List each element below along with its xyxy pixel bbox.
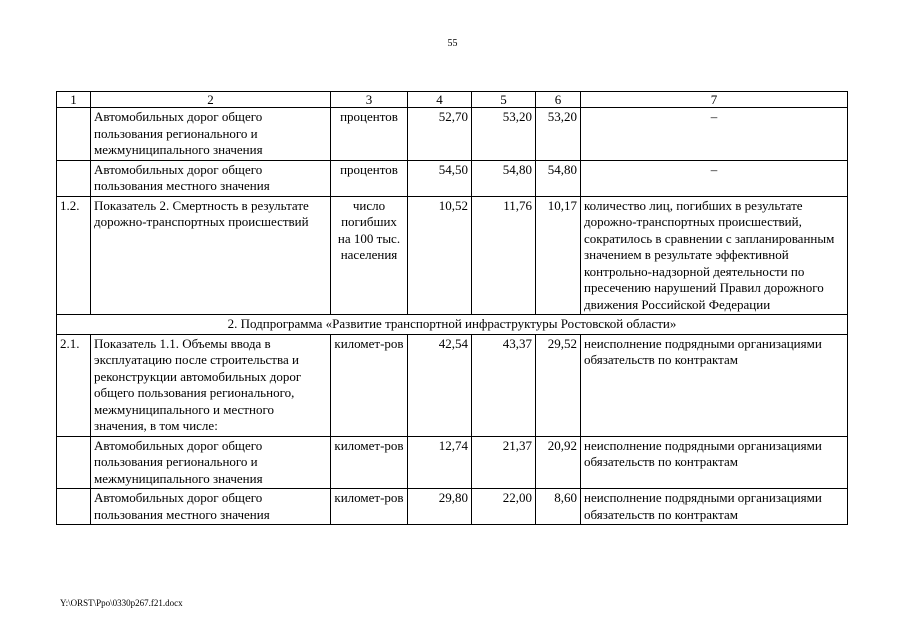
note-cell: неисполнение подрядными организациями обязательств по контрактам	[581, 489, 848, 525]
indicator-name: Автомобильных дорог общего пользования регионального и межмуниципального значения	[91, 108, 331, 161]
value-col4: 54,50	[408, 160, 472, 196]
indicator-name: Автомобильных дорог общего пользования регионального и межмуниципального значения	[91, 436, 331, 489]
value-col5: 54,80	[472, 160, 536, 196]
row-number	[57, 489, 91, 525]
indicator-name: Автомобильных дорог общего пользования местного значения	[91, 160, 331, 196]
indicator-name: Автомобильных дорог общего пользования местного значения	[91, 489, 331, 525]
row-number	[57, 436, 91, 489]
value-col4: 29,80	[408, 489, 472, 525]
value-col5: 53,20	[472, 108, 536, 161]
value-col6: 54,80	[536, 160, 581, 196]
note-cell: –	[581, 108, 848, 161]
unit-cell: километ-ров	[331, 334, 408, 436]
header-cell: 6	[536, 92, 581, 108]
unit-cell: процентов	[331, 108, 408, 161]
header-cell: 5	[472, 92, 536, 108]
table-row	[57, 489, 848, 525]
value-col5: 21,37	[472, 436, 536, 489]
table-row	[57, 196, 848, 315]
page-number: 55	[447, 38, 458, 49]
value-col6: 10,17	[536, 196, 581, 315]
value-col4: 12,74	[408, 436, 472, 489]
value-col5: 22,00	[472, 489, 536, 525]
value-col5: 43,37	[472, 334, 536, 436]
value-col4: 10,52	[408, 196, 472, 315]
section-header-row	[57, 315, 848, 335]
note-cell: неисполнение подрядными организациями обязательств по контрактам	[581, 436, 848, 489]
table-row	[57, 436, 848, 489]
section-title: 2. Подпрограмма «Развитие транспортной инфраструктуры Ростовской области»	[57, 315, 848, 335]
unit-cell: километ-ров	[331, 436, 408, 489]
file-path-footer: Y:\ORST\Ppo\0330p267.f21.docx	[60, 598, 183, 608]
row-number: 1.2.	[57, 196, 91, 315]
row-number	[57, 160, 91, 196]
row-number: 2.1.	[57, 334, 91, 436]
table-row	[57, 160, 848, 196]
header-cell: 4	[408, 92, 472, 108]
header-cell: 2	[91, 92, 331, 108]
table-header-row	[57, 92, 848, 108]
row-number	[57, 108, 91, 161]
value-col6: 20,92	[536, 436, 581, 489]
header-cell: 7	[581, 92, 848, 108]
value-col4: 52,70	[408, 108, 472, 161]
table-row	[57, 108, 848, 161]
value-col6: 53,20	[536, 108, 581, 161]
indicator-name: Показатель 1.1. Объемы ввода в эксплуатацию после строительства и реконструкции автомобильных дорог общего пользования регионального, межмуниципального и местного значения, в том числе:	[91, 334, 331, 436]
value-col6: 8,60	[536, 489, 581, 525]
value-col5: 11,76	[472, 196, 536, 315]
unit-cell: километ-ров	[331, 489, 408, 525]
indicators-table	[56, 91, 848, 525]
note-cell: неисполнение подрядными организациями обязательств по контрактам	[581, 334, 848, 436]
unit-cell: процентов	[331, 160, 408, 196]
header-cell: 1	[57, 92, 91, 108]
value-col4: 42,54	[408, 334, 472, 436]
header-cell: 3	[331, 92, 408, 108]
unit-cell: число погибших на 100 тыс. населения	[331, 196, 408, 315]
note-cell: –	[581, 160, 848, 196]
note-cell: количество лиц, погибших в результате дорожно-транспортных происшествий, сократилось в сравнении с запланированным значением в результате эффективной контрольно-надзорной деятельности по пресечению нарушений Правил дорожного движения Российской Федерации	[581, 196, 848, 315]
table-row	[57, 334, 848, 436]
indicator-name: Показатель 2. Смертность в результате дорожно-транспортных происшествий	[91, 196, 331, 315]
value-col6: 29,52	[536, 334, 581, 436]
